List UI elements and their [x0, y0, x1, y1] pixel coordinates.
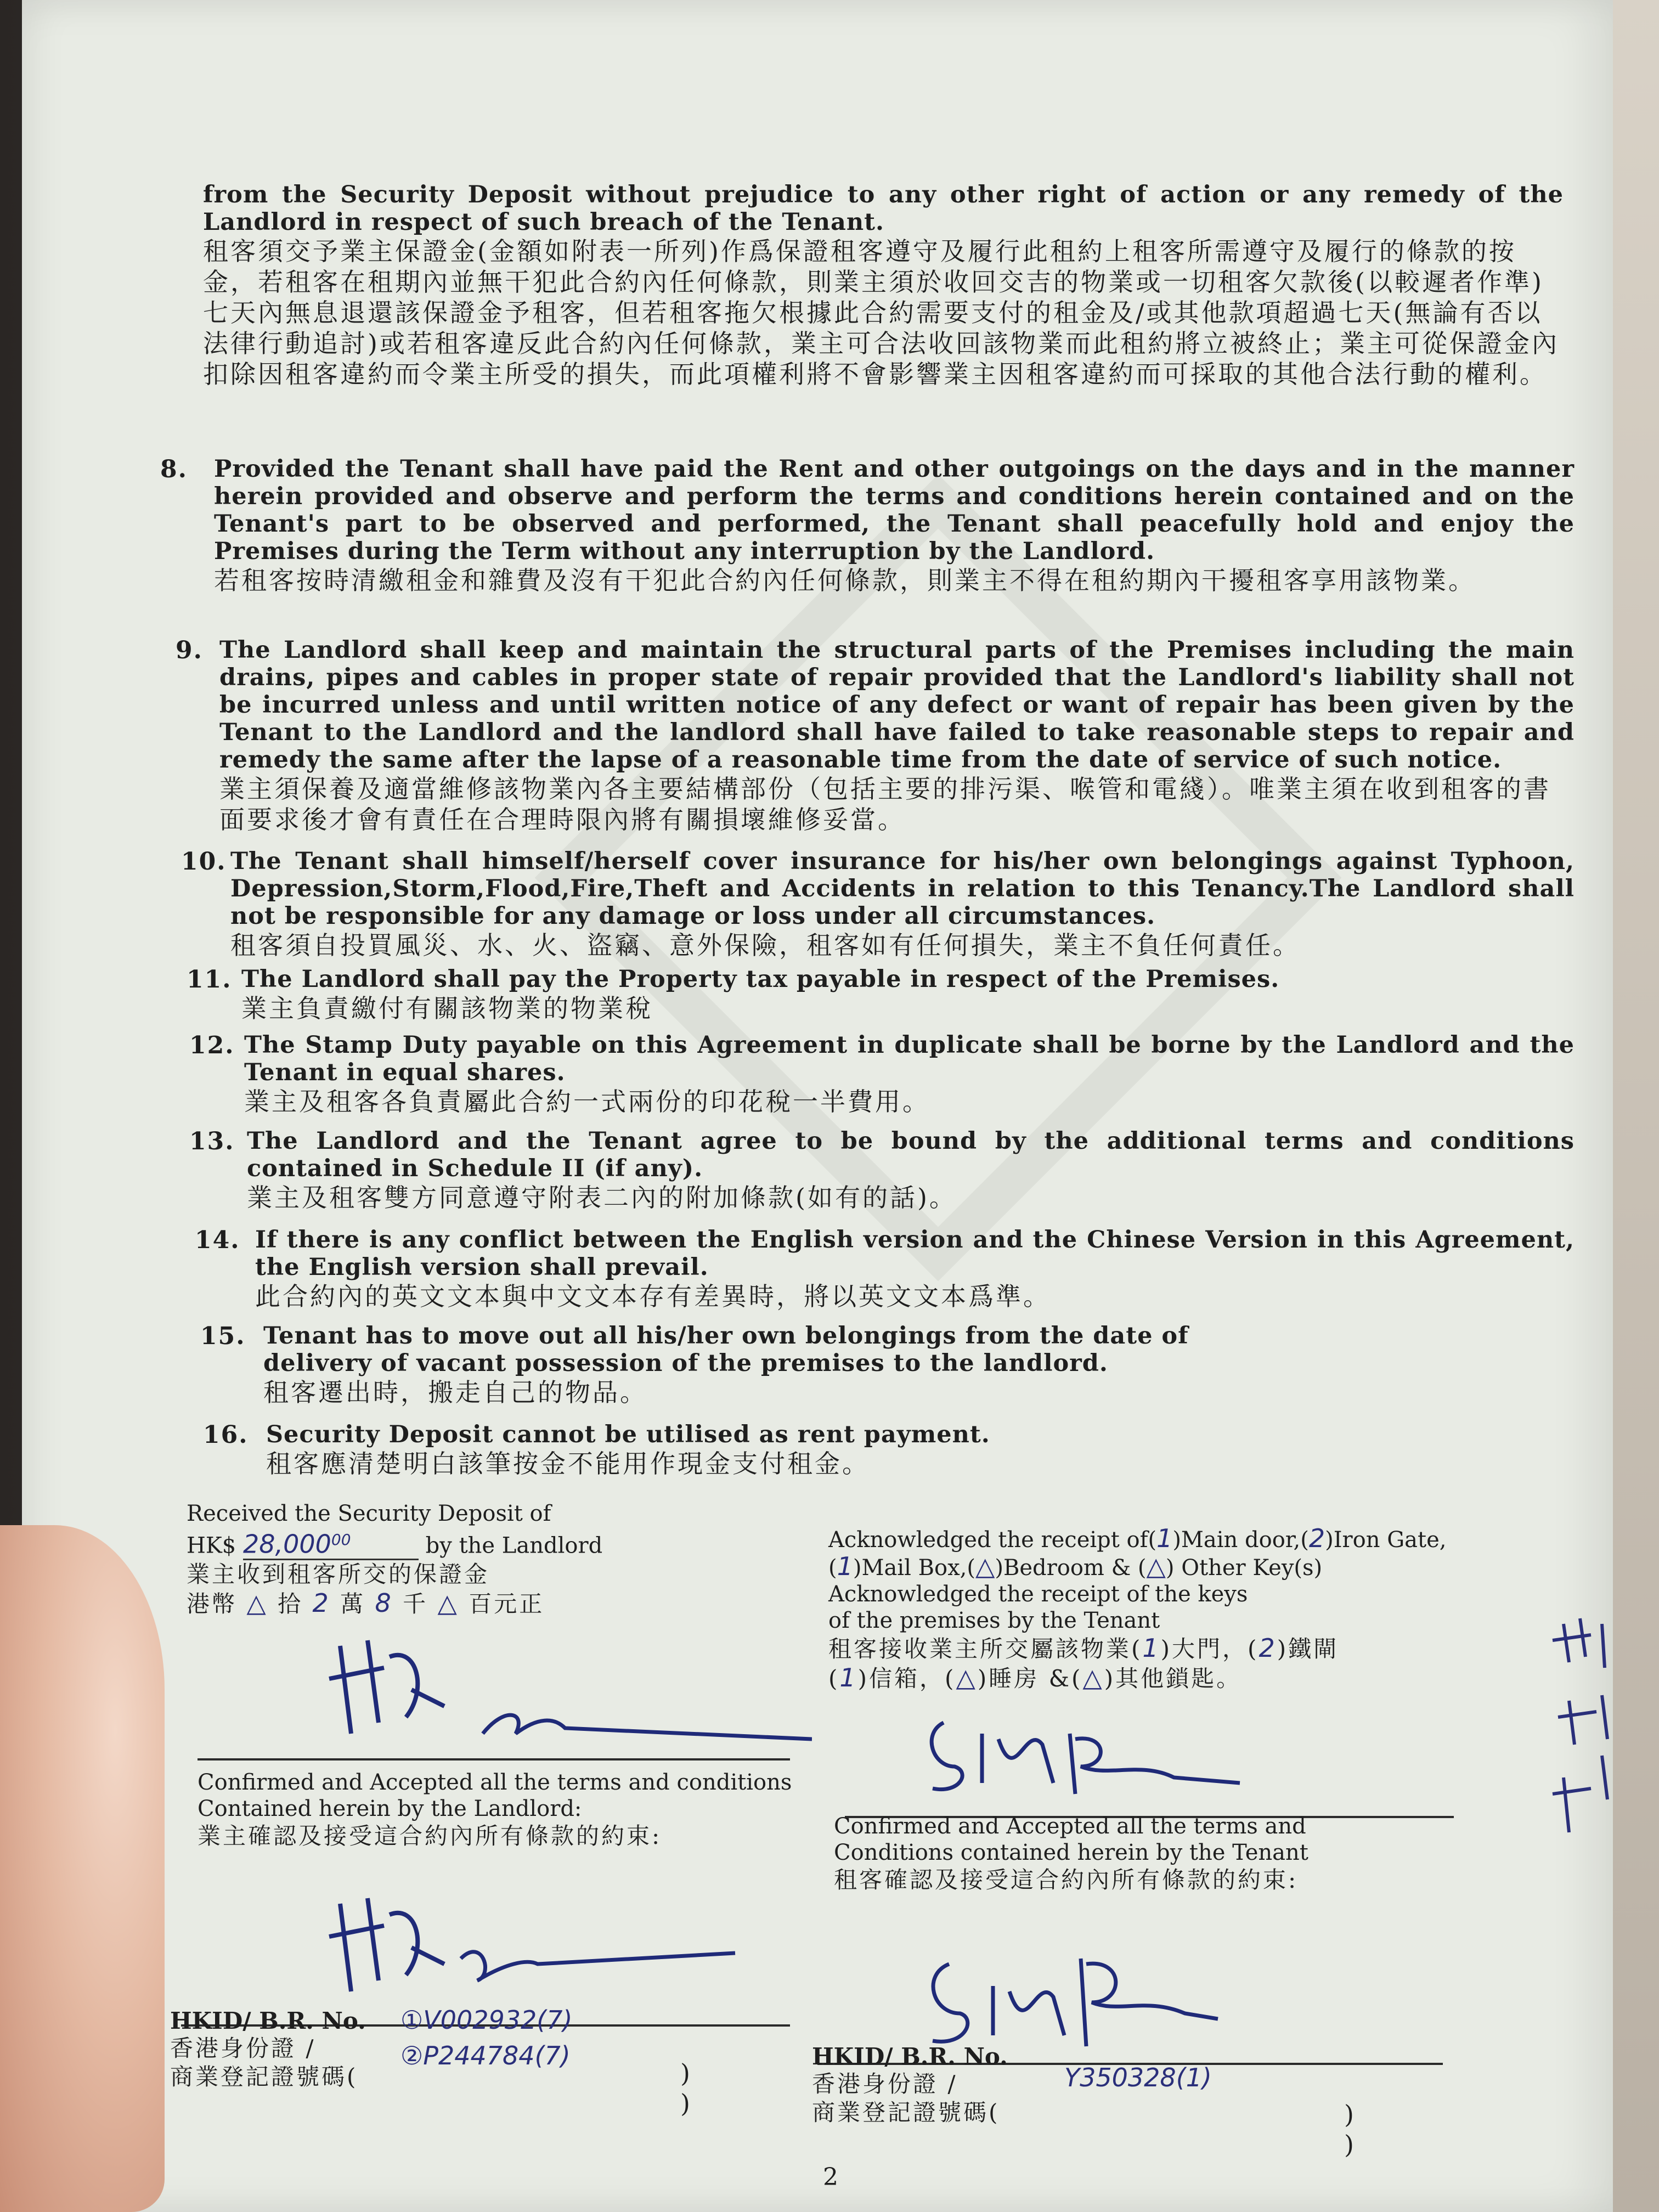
text: 租客接收業主所交屬該物業(	[828, 1635, 1143, 1662]
landlord-signature-2	[318, 1882, 812, 2008]
clause-chinese: 租客遷出時，搬走自己的物品。	[263, 1378, 647, 1407]
amount-cents-mark: 00	[331, 1531, 351, 1549]
clause-chinese: 業主須保養及適當維修該物業內各主要結構部份（包括主要的排污渠、喉管和電綫）。唯業主須在收到租客的書面要求後才會有責任在合理時限內將有關損壞維修妥當。	[219, 774, 1551, 834]
text: )鐵閘	[1277, 1635, 1339, 1662]
unit-label: 千	[403, 1590, 428, 1618]
text: )大門，(	[1160, 1635, 1259, 1662]
iron-gate-count: 2	[1308, 1523, 1325, 1553]
clause-chinese: 租客須自投買風災、水、火、盜竊、意外保險，租客如有任何損失，業主不負任何責任。	[230, 930, 1300, 960]
thumb	[0, 1525, 165, 2212]
keys-receipt	[828, 1525, 1553, 1693]
clause-english: The Stamp Duty payable on this Agreement in duplicate shall be borne by the Landlord and the Tenant in equal shares.	[244, 1031, 1575, 1086]
confirm-chinese: 租客確認及接受這合約內所有條款的約束:	[834, 1866, 1299, 1893]
clause-7-continued	[203, 181, 1564, 390]
clause-number: 10.	[181, 848, 227, 876]
clause-15	[165, 1322, 1262, 1408]
text: ) Other Key(s)	[1165, 1555, 1323, 1581]
keys-chinese-1	[828, 1634, 1553, 1663]
hkid-label: HKID/ B.R. No.	[812, 2043, 1008, 2070]
clause-chinese: 此合約內的英文文本與中文文本存有差異時，將以英文文本爲準。	[255, 1282, 1051, 1311]
clause-number: 14.	[195, 1226, 240, 1254]
deposit-receipt	[187, 1500, 790, 1618]
margin-initials	[1547, 1613, 1618, 1843]
clause-english: Provided the Tenant shall have paid the Rent and other outgoings on the days and in the manner herein provided and observe and perform the terms and conditions herein contained and on the Tenant's part to be observed and performed, the Tenant shall peacefully hold and enjoy the Premises during the Term without any interruption by the Landlord.	[214, 455, 1575, 565]
keys-line-4: of the premises by the Tenant	[828, 1608, 1160, 1633]
main-door-count: 1	[1156, 1523, 1173, 1553]
text: )Main door,(	[1172, 1527, 1309, 1553]
clause-number: 11.	[187, 966, 232, 994]
tenant-confirmation	[834, 1813, 1547, 1894]
text: Acknowledged the receipt of(	[828, 1527, 1157, 1553]
clause-chinese: 若租客按時清繳租金和雜費及沒有干犯此合約內任何條款，則業主不得在租約期內干擾租客享用該物業。	[214, 566, 1476, 595]
mailbox-count-zh: 1	[839, 1663, 858, 1692]
other-keys-count-zh: △	[1082, 1663, 1104, 1692]
page-number: 2	[823, 2163, 838, 2191]
clause-number: 8.	[160, 455, 188, 483]
hk-dollar-label: HK$	[187, 1533, 236, 1559]
clause-chinese: 業主及租客雙方同意遵守附表二內的附加條款(如有的話)。	[247, 1183, 957, 1212]
confirm-line-2: Conditions contained herein by the Tenant	[834, 1840, 1308, 1865]
hkid-label: HKID/ B.R. No.	[170, 2007, 366, 2034]
text: )Iron Gate,	[1325, 1527, 1447, 1553]
unit-label: 萬	[340, 1590, 366, 1618]
receipt-amount-line	[187, 1527, 790, 1560]
clause-7-chinese: 租客須交予業主保證金(金額如附表一所列)作爲保證租客遵守及履行此租約上租客所需遵守及履行的條款的按金，若租客在租期內並無干犯此合約內任何條款，則業主須於收回交吉的物業或一切租客欠款後(以較遲者作準)七天內無息退還該保證金予租客，但若租客拖欠根據此合約需要支付的租金及/或其他款項超過七天(無論有否以法律行動追討)或若租客違反此合約內任何條款，業主可合法收回該物業而此租約將立被終止；業主可從保證金內扣除因租客違約而令業主所受的損失，而此項權利將不會影響業主因租客違約而可採取的其他合法行動的權利。	[203, 236, 1559, 389]
clause-16	[165, 1421, 1575, 1479]
confirm-line-1: Confirmed and Accepted all the terms and conditions	[198, 1770, 792, 1795]
paren-close: )	[1344, 2130, 1354, 2159]
paren-close: )	[680, 2058, 690, 2088]
bedroom-count-zh: △	[956, 1663, 978, 1692]
text: 商業登記證號碼	[812, 2099, 989, 2126]
amount-handwritten: 28,000	[242, 1529, 331, 1559]
by-landlord-label: by the Landlord	[425, 1533, 603, 1559]
hkid-chinese-label: 香港身份證 /	[812, 2070, 958, 2097]
clause-english: The Landlord shall pay the Property tax payable in respect of the Premises.	[241, 966, 1280, 993]
clause-10	[165, 848, 1575, 961]
tenant-signature-1	[911, 1701, 1267, 1810]
clause-english: The Landlord and the Tenant agree to be bound by the additional terms and conditions contained in Schedule II (if any).	[247, 1127, 1575, 1182]
hkid-chinese-label: 香港身份證 /	[170, 2035, 316, 2062]
clause-chinese: 業主負責繳付有關該物業的物業稅	[241, 994, 653, 1023]
clause-9	[165, 636, 1575, 835]
text: )Mail Box,(	[853, 1555, 975, 1581]
text: 商業登記證號碼	[170, 2063, 347, 2090]
clause-8	[160, 455, 1575, 596]
clause-11	[165, 966, 1575, 1024]
text: )其他鎖匙。	[1104, 1665, 1242, 1692]
text: )Bedroom & (	[995, 1555, 1147, 1581]
text: (	[828, 1665, 840, 1692]
ten-thousands-digit: 2	[312, 1588, 331, 1618]
clause-english: The Landlord shall keep and maintain the structural parts of the Premises including the main drains, pipes and cables in proper state of repair provided that the Landlord's liability shall not be incurred unless and until written notice of any defect or want of repair has been given by the Tenant to the Landlord and the landlord shall have failed to take reasonable steps to repair and remedy the same after the lapse of a reasonable time from the date of service of such notice.	[219, 636, 1575, 774]
paren-close: )	[680, 2089, 690, 2118]
confirm-chinese: 業主確認及接受這合約內所有條款的約束:	[198, 1822, 662, 1849]
clause-12	[165, 1031, 1575, 1117]
landlord-confirmation	[198, 1769, 828, 1850]
clause-14	[165, 1226, 1575, 1312]
hundreds-digit: △	[437, 1588, 459, 1618]
document-page	[22, 0, 1613, 2212]
text: (	[347, 2063, 358, 2090]
clause-13	[165, 1127, 1575, 1213]
bedroom-count: △	[975, 1551, 995, 1581]
tens-of-thousands-digit: △	[246, 1588, 268, 1618]
keys-line-1	[828, 1525, 1553, 1553]
receipt-chinese-amount	[187, 1589, 790, 1618]
clause-number: 9.	[176, 636, 203, 664]
main-door-count-zh: 1	[1142, 1633, 1161, 1663]
clause-chinese: 租客應清楚明白該筆按金不能用作現金支付租金。	[266, 1449, 870, 1479]
receipt-chinese: 業主收到租客所交的保證金	[187, 1561, 490, 1588]
landlord-signature-line-1	[198, 1758, 790, 1760]
text: )睡房 &(	[977, 1665, 1083, 1692]
clause-7-english: from the Security Deposit without prejudice to any other right of action or any remedy of the Landlord in respect of such breach of the Tenant.	[203, 181, 1564, 236]
mailbox-count: 1	[837, 1551, 853, 1581]
landlord-signature-1	[318, 1624, 812, 1767]
unit-label: 百元正	[469, 1590, 545, 1618]
hkd-chinese-label: 港幣	[187, 1590, 238, 1618]
text: (	[989, 2099, 1000, 2126]
clause-english: The Tenant shall himself/herself cover insurance for his/her own belongings against Typhoon, Depression,Storm,Flood,Fire,Theft and Accidents in relation to this Tenancy.The Landlord shall not be responsible for any damage or loss under all circumstances.	[230, 848, 1575, 930]
clause-number: 13.	[189, 1127, 235, 1155]
clause-chinese: 業主及租客各負責屬此合約一式兩份的印花稅一半費用。	[244, 1087, 930, 1116]
tenant-id-1: Y350328(1)	[1064, 2063, 1212, 2092]
other-keys-count: △	[1146, 1551, 1166, 1581]
text: (	[828, 1555, 837, 1581]
clause-english: Tenant has to move out all his/her own belongings from the date of delivery of vacant possession of the premises to the landlord.	[263, 1322, 1189, 1377]
clause-number: 16.	[203, 1421, 249, 1449]
clause-english: Security Deposit cannot be utilised as rent payment.	[266, 1421, 990, 1448]
confirm-line-2: Contained herein by the Landlord:	[198, 1796, 582, 1821]
keys-line-3: Acknowledged the receipt of the keys	[828, 1582, 1248, 1607]
text: )信箱，(	[857, 1665, 956, 1692]
receipt-line-1: Received the Security Deposit of	[187, 1501, 551, 1526]
keys-chinese-2	[828, 1663, 1553, 1693]
thousands-digit: 8	[375, 1588, 393, 1618]
confirm-line-1: Confirmed and Accepted all the terms and	[834, 1814, 1306, 1839]
clause-number: 15.	[200, 1322, 246, 1350]
landlord-id-2: ②P244784(7)	[400, 2041, 571, 2070]
iron-gate-count-zh: 2	[1259, 1633, 1277, 1663]
amount-field	[243, 1527, 419, 1560]
clause-number: 12.	[189, 1031, 235, 1059]
keys-line-2	[828, 1553, 1553, 1581]
paren-close: )	[1344, 2100, 1354, 2129]
unit-label: 拾	[278, 1590, 303, 1618]
landlord-id-1: ①V002932(7)	[400, 2005, 573, 2035]
clause-english: If there is any conflict between the English version and the Chinese Version in this Agreement, the English version shall prevail.	[255, 1226, 1575, 1281]
